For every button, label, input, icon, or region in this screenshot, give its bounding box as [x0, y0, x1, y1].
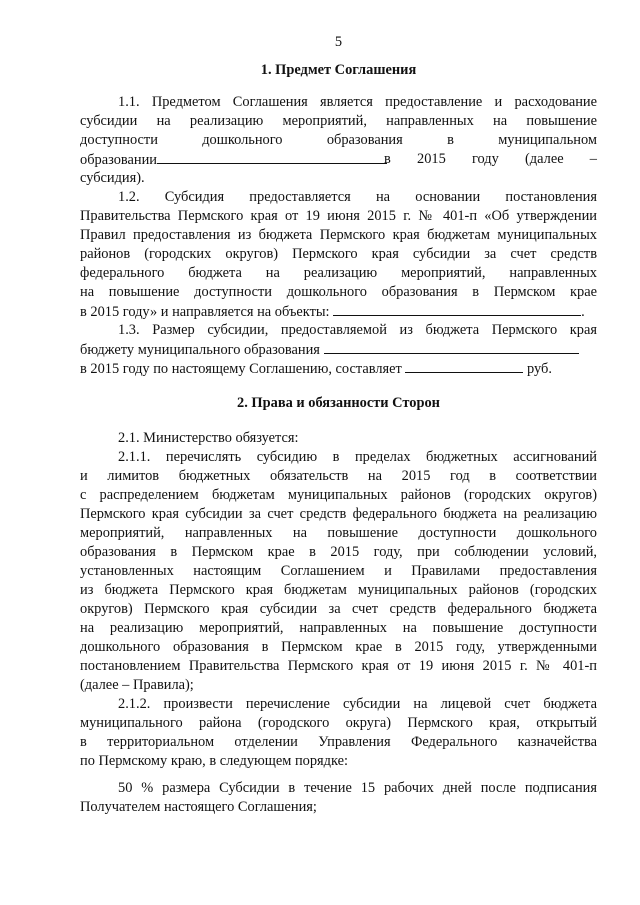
- clause-2-1-1-line-13: (далее – Правила);: [80, 677, 194, 693]
- clause-2-1-1-line-10: на реализацию мероприятий, направленных на повышение доступности: [80, 620, 597, 636]
- clause-1-1-line-3: доступности дошкольного образования в муниципальном: [80, 132, 597, 148]
- section-2-heading: 2. Права и обязанности Сторон: [237, 395, 440, 411]
- section-1-heading: 1. Предмет Соглашения: [260, 62, 417, 78]
- clause-2-1-1-line-7: установленных настоящим Соглашением и Правилами предоставления: [80, 563, 597, 579]
- clause-1-3-text-before-blank-2: в 2015 году по настоящему Соглашению, составляет: [80, 361, 402, 377]
- clause-2-1-2-line-3: в территориальном отделении Управления Федерального казначейства: [80, 734, 597, 750]
- clause-1-2-line-5: федерального бюджета на реализацию мероприятий, направленных: [80, 265, 597, 281]
- clause-1-3-line-3: [80, 360, 597, 378]
- municipality-budget-blank[interactable]: [324, 341, 579, 354]
- clause-1-2-line-7: [80, 303, 597, 321]
- clause-1-1-line-5: субсидия).: [80, 170, 145, 186]
- clause-1-2-line-1: 1.2. Субсидия предоставляется на основании постановления: [118, 189, 597, 205]
- page-number: 5: [334, 34, 343, 50]
- clause-2-1-1-line-9: округов) Пермского края субсидии за счет средств федерального бюджета: [80, 601, 597, 617]
- clause-2-1-1-line-4: Пермского края субсидии за счет средств федерального бюджета на реализацию: [80, 506, 597, 522]
- clause-1-2-text-before-blank: в 2015 году» и направляется на объекты:: [80, 304, 330, 320]
- clause-1-1-line-2: субсидии на реализацию мероприятий, направленных на повышение: [80, 113, 597, 129]
- clause-2-1-1-line-11: дошкольного образования в Пермском крае в 2015 году, утвержденными: [80, 639, 597, 655]
- clause-1-1-line-1: 1.1. Предметом Соглашения является предоставление и расходование: [118, 94, 597, 110]
- clause-2-1-1-line-1: 2.1.1. перечислять субсидию в пределах бюджетных ассигнований: [118, 449, 597, 465]
- municipality-name-blank[interactable]: [157, 151, 387, 164]
- clause-2-1-1-line-8: из бюджета Пермского края бюджетам муниципальных районов (городских: [80, 582, 597, 598]
- clause-2-1-1-line-5: мероприятий, направленных на повышение доступности дошкольного: [80, 525, 597, 541]
- clause-2-1: 2.1. Министерство обязуется:: [118, 430, 299, 446]
- clause-1-3-line-2: [80, 341, 597, 359]
- clause-1-1-text-before-blank: образовании: [80, 152, 157, 168]
- payment-schedule-line-1: 50 % размера Субсидии в течение 15 рабочих дней после подписания: [118, 780, 597, 796]
- currency-label: руб.: [527, 361, 552, 377]
- clause-1-1-line-4: [80, 151, 597, 169]
- objects-blank[interactable]: [333, 303, 581, 316]
- clause-1-3-text-before-blank: бюджету муниципального образования: [80, 342, 320, 358]
- subsidy-amount-blank[interactable]: [405, 360, 523, 373]
- clause-2-1-2-line-2: муниципального района (городского округа) Пермского края, открытый: [80, 715, 597, 731]
- payment-schedule-line-2: Получателем настоящего Соглашения;: [80, 799, 317, 815]
- clause-1-3-line-1: 1.3. Размер субсидии, предоставляемой из бюджета Пермского края: [118, 322, 597, 338]
- clause-1-2-line-3: Правил предоставления из бюджета Пермского края бюджетам муниципальных: [80, 227, 597, 243]
- clause-1-2-line-6: на повышение доступности дошкольного образования в Пермском крае: [80, 284, 597, 300]
- clause-1-2-line-2: Правительства Пермского края от 19 июня 2015 г. № 401-п «Об утверждении: [80, 208, 597, 224]
- clause-2-1-1-line-12: постановлением Правительства Пермского края от 19 июня 2015 г. № 401-п: [80, 658, 597, 674]
- clause-2-1-1-line-3: с распределением бюджетам муниципальных районов (городских округов): [80, 487, 597, 503]
- clause-2-1-2-line-4: по Пермскому краю, в следующем порядке:: [80, 753, 348, 769]
- clause-1-2-period: .: [581, 304, 585, 320]
- clause-2-1-1-line-2: и лимитов бюджетных обязательств на 2015 год в соответствии: [80, 468, 597, 484]
- clause-2-1-1-line-6: образования в Пермском крае в 2015 году, при соблюдении условий,: [80, 544, 597, 560]
- clause-1-2-line-4: районов (городских округов) Пермского края субсидии за счет средств: [80, 246, 597, 262]
- clause-2-1-2-line-1: 2.1.2. произвести перечисление субсидии на лицевой счет бюджета: [118, 696, 597, 712]
- clause-1-1-text-after-blank: в 2015 году (далее –: [384, 151, 597, 167]
